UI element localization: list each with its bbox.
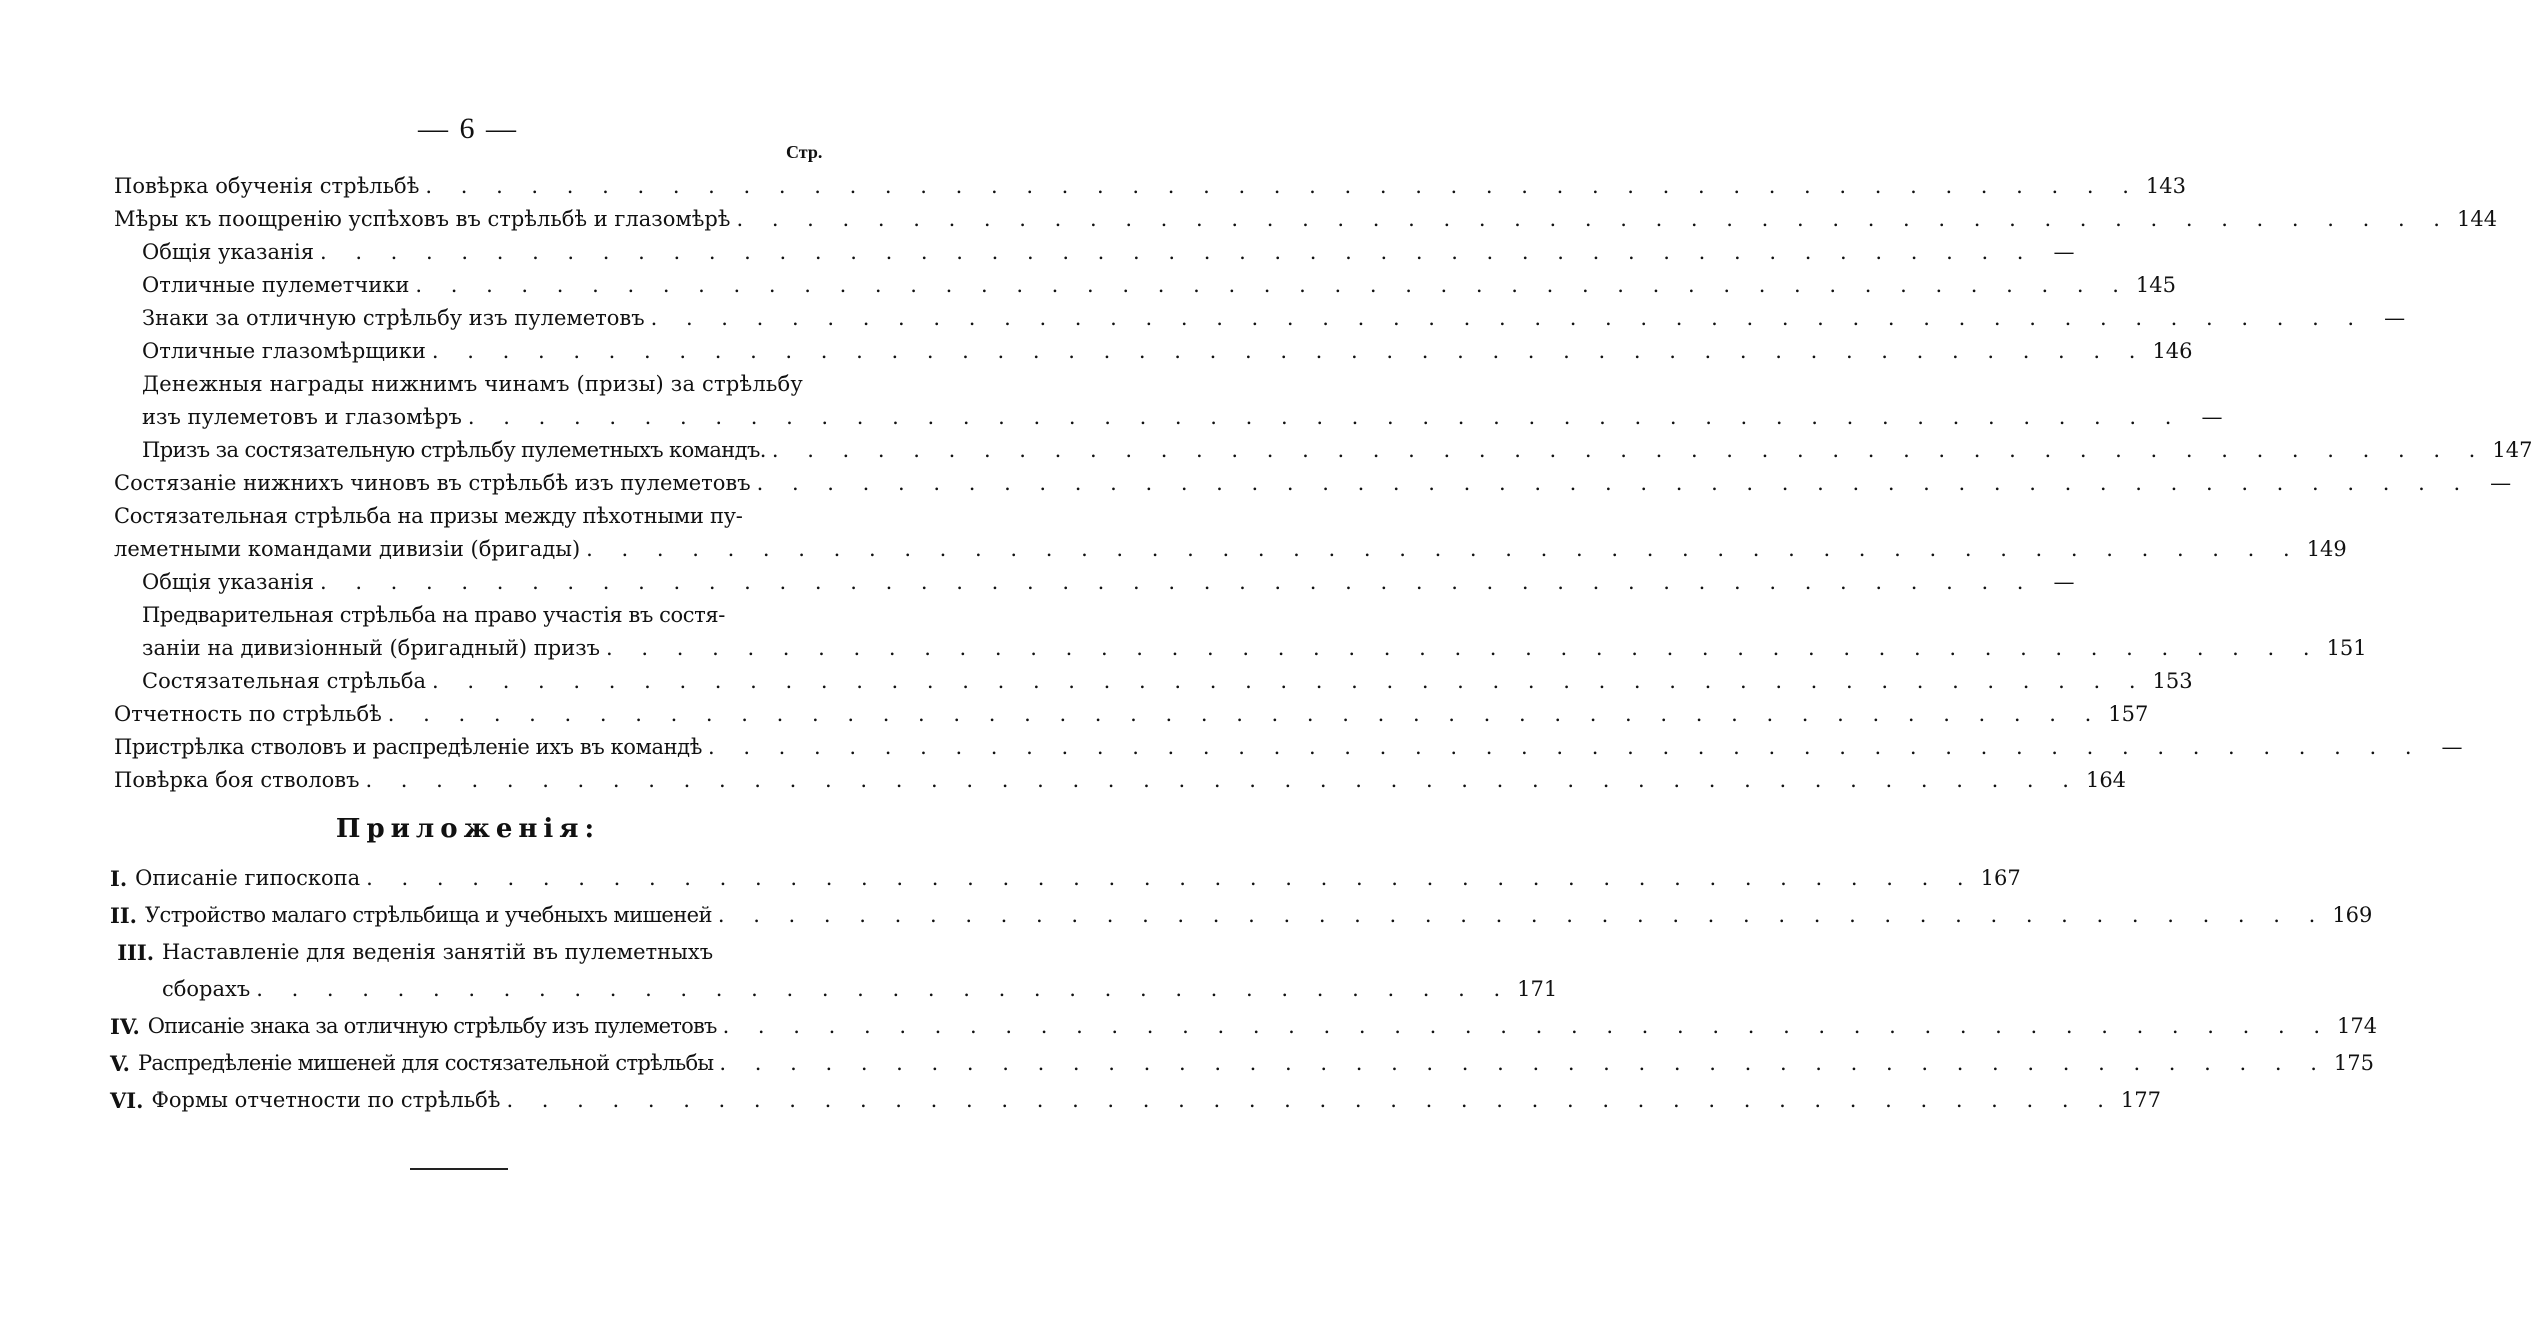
toc-entry	[114, 731, 2463, 764]
appendix-list	[110, 860, 2378, 1119]
appendix-entry-line1	[110, 934, 820, 971]
toc-entry-title-line2: изъ пулеметовъ и глазомѣръ	[142, 405, 462, 429]
toc-entry-title-line1: Денежныя награды нижнимъ чинамъ (призы) за стрѣльбу	[142, 372, 803, 396]
appendix-number: I.	[110, 866, 128, 891]
dot-leader	[432, 335, 2147, 368]
toc-entry-title: Общія указанія	[142, 240, 314, 264]
toc-entry-title: Отличные глазомѣрщики	[142, 339, 426, 363]
toc-entry-page: 147	[2492, 438, 2532, 462]
toc-entry-title-line1: Состязательная стрѣльба на призы между пѣхотными пу-	[114, 504, 743, 528]
toc-entry-page: 151	[2326, 636, 2367, 660]
toc-entry	[114, 665, 2193, 698]
appendix-entry	[110, 897, 2373, 934]
page-number: — 6 —	[418, 112, 518, 145]
toc-entry-multiline	[114, 599, 2367, 665]
toc-entry-multiline	[114, 500, 2347, 566]
appendix-entry	[110, 860, 2021, 897]
toc-entry-title: Состязательная стрѣльба	[142, 669, 426, 693]
toc-entry	[114, 764, 2127, 797]
appendix-page: 167	[1980, 866, 2021, 890]
appendix-page: 174	[2337, 1014, 2378, 1038]
dot-leader	[388, 698, 2103, 731]
toc-entry-title: Мѣры къ поощренію успѣховъ въ стрѣльбѣ и глазомѣрѣ	[114, 207, 731, 231]
dot-leader	[757, 467, 2472, 500]
toc-entry	[114, 566, 2075, 599]
toc-entry-title-line2: заніи на дивизіонный (бригадный) призъ	[142, 636, 601, 660]
toc-entry	[114, 335, 2193, 368]
toc-entry-continuation	[142, 632, 2367, 665]
toc-entry-title: Отчетность по стрѣльбѣ	[114, 702, 382, 726]
dot-leader	[506, 1082, 2114, 1119]
dot-leader: . . . . . . . . . . . . . . . . . . . . . . . . . . . . . . . . . . . .	[256, 977, 1512, 1001]
toc-entry	[114, 236, 2075, 269]
toc-entry-page: 145	[2135, 273, 2176, 297]
appendix-number: VI.	[110, 1088, 144, 1113]
toc-entry-continuation	[142, 401, 2223, 434]
toc-entry	[114, 302, 2406, 335]
toc-entry-page: —	[2384, 306, 2406, 330]
closing-rule	[410, 1168, 508, 1170]
toc-entry-title: Отличные пулеметчики	[142, 273, 410, 297]
dot-leader	[432, 665, 2147, 698]
dot-leader	[320, 236, 2035, 269]
appendix-entry	[110, 1082, 2161, 1119]
dot-leader	[366, 860, 1974, 897]
toc-entry-title: Состязаніе нижнихъ чиновъ въ стрѣльбѣ изъ пулеметовъ	[114, 471, 751, 495]
toc-entry-title: Пристрѣлка стволовъ и распредѣленіе ихъ въ командѣ	[114, 735, 702, 759]
dot-leader	[651, 302, 2366, 335]
appendix-page: 177	[2120, 1088, 2161, 1112]
dot-leader	[365, 764, 2080, 797]
dot-leader	[708, 731, 2423, 764]
page-column-header: Стр.	[786, 142, 823, 162]
appendix-number: III.	[117, 940, 154, 965]
toc-entry-page: —	[2201, 405, 2223, 429]
toc-entry-title: Повѣрка обученія стрѣльбѣ	[114, 174, 420, 198]
toc-entry-title-line2: леметными командами дивизіи (бригады)	[114, 537, 581, 561]
appendix-number: IV.	[110, 1014, 140, 1039]
appendix-title: Устройство малаго стрѣльбища и учебныхъ мишеней	[144, 903, 712, 927]
dot-leader	[718, 897, 2326, 934]
toc-entry-title: Общія указанія	[142, 570, 314, 594]
dot-leader	[772, 434, 2487, 467]
toc-entry	[114, 467, 2512, 500]
toc-entry-multiline	[114, 368, 2223, 434]
toc-entry-page: —	[2441, 735, 2463, 759]
appendix-title: Описаніе знака за отличную стрѣльбу изъ пулеметовъ	[147, 1014, 717, 1038]
dot-leader	[415, 269, 2130, 302]
toc-entry-page: 153	[2152, 669, 2193, 693]
dot-leader	[723, 1008, 2331, 1045]
toc-entry	[114, 170, 2186, 203]
dot-leader	[606, 632, 2321, 665]
appendix-entry	[110, 1045, 2374, 1082]
dot-leader	[425, 170, 2140, 203]
appendix-title: Описаніе гипоскопа	[135, 866, 361, 890]
appendix-page: 171	[1517, 977, 1558, 1001]
toc-entry-page: —	[2053, 240, 2075, 264]
appendix-entry-multiline	[110, 934, 1558, 1008]
dot-leader	[719, 1045, 2327, 1082]
appendix-number: II.	[110, 903, 137, 928]
dot-leader	[468, 401, 2183, 434]
appendix-heading: Приложенія:	[335, 814, 601, 844]
toc-entry	[114, 203, 2498, 236]
toc-entry-page: 164	[2085, 768, 2127, 792]
appendix-title-line1: Наставленіе для веденія занятій въ пулеметныхъ	[162, 940, 714, 964]
appendix-page: 175	[2333, 1051, 2374, 1075]
toc-entry-continuation	[114, 533, 2347, 566]
appendix-title: Распредѣленіе мишеней для состязательной стрѣльбы	[137, 1051, 714, 1075]
toc-entry-page: 146	[2152, 339, 2193, 363]
appendix-entry	[110, 1008, 2378, 1045]
appendix-entry-continuation	[110, 971, 1558, 1008]
dot-leader	[586, 533, 2301, 566]
appendix-page: 169	[2332, 903, 2373, 927]
toc-entry-title: Повѣрка боя стволовъ	[114, 768, 360, 792]
toc-entry-title-line1: Предварительная стрѣльба на право участія въ состя-	[142, 603, 725, 627]
appendix-number: V.	[110, 1051, 130, 1076]
table-of-contents	[114, 170, 2532, 797]
toc-entry-title: Знаки за отличную стрѣльбу изъ пулеметовъ	[142, 306, 645, 330]
toc-entry-page: 149	[2306, 537, 2347, 561]
toc-entry-page: 143	[2145, 174, 2186, 198]
dot-leader	[736, 203, 2451, 236]
dot-leader	[320, 566, 2035, 599]
appendix-title: Формы отчетности по стрѣльбѣ	[151, 1088, 501, 1112]
toc-entry	[114, 698, 2149, 731]
toc-entry-page: 144	[2456, 207, 2498, 231]
toc-entry-page: 157	[2108, 702, 2149, 726]
toc-entry-title: Призъ за состязательную стрѣльбу пулеметныхъ командъ.	[142, 438, 766, 462]
appendix-title-line2: сборахъ	[162, 977, 251, 1001]
toc-entry	[114, 434, 2532, 467]
toc-entry-page: —	[2490, 471, 2512, 495]
toc-entry-page: —	[2053, 570, 2075, 594]
toc-entry	[114, 269, 2176, 302]
